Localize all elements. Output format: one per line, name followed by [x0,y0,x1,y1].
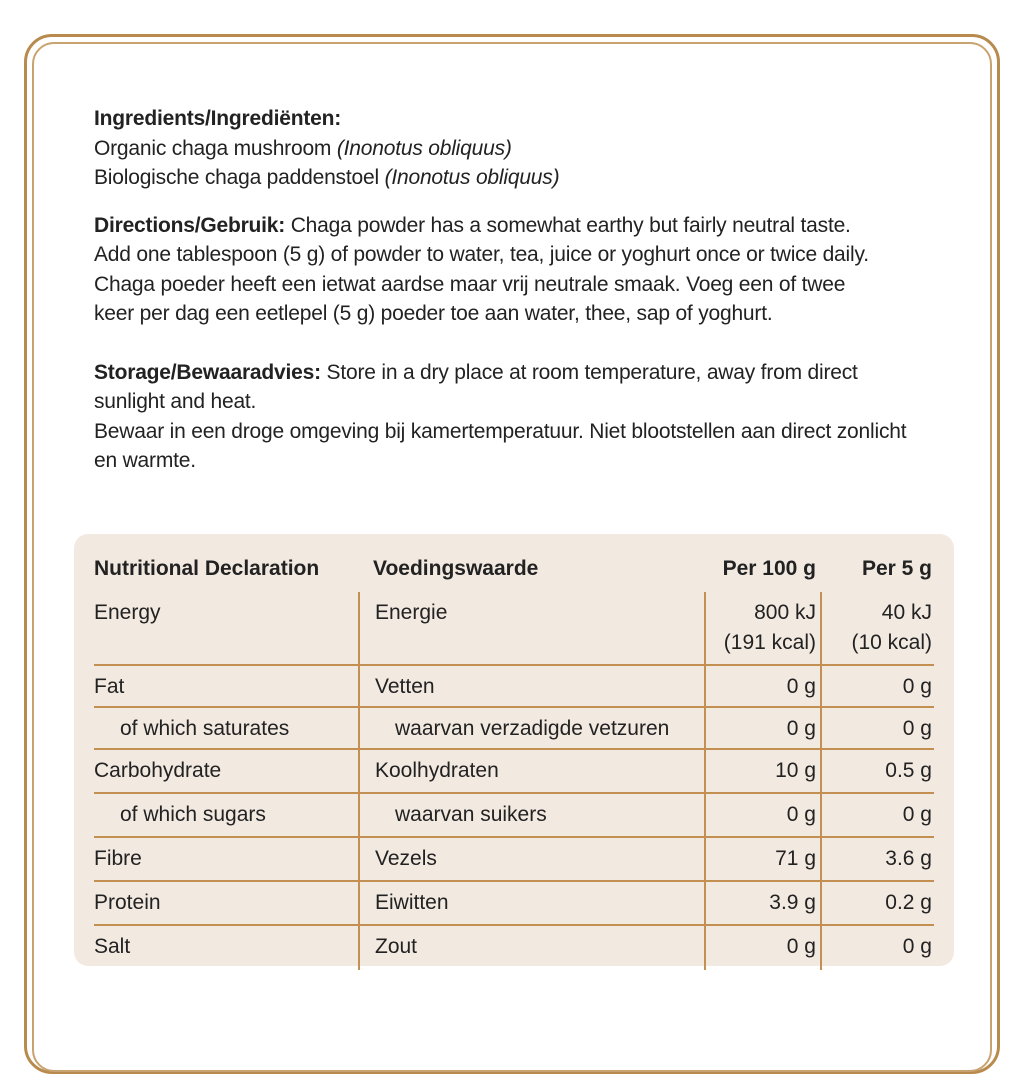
row-value-per5: 0.5 g [820,750,934,792]
nutrition-row-energy [94,592,934,664]
row-value-per100: 0 g [704,794,820,836]
directions-heading: Directions/Gebruik: [94,213,286,237]
row-label-en: Carbohydrate [94,759,222,782]
row-label-nl: waarvan verzadigde vetzuren [358,708,704,748]
row-value-per5: 0 g [820,794,934,836]
storage-line-1 [94,358,914,388]
nutrition-table [94,548,934,970]
row-value-per5: 0 g [820,708,934,748]
row-label-nl: Vezels [358,838,704,880]
row-label-en: Protein [94,891,161,914]
storage-line-3: Bewaar in een droge omgeving bij kamertemperatuur. Niet blootstellen aan direct zonlicht [94,419,907,443]
row-label-en: Energy [94,601,161,624]
energy-kcal-per100: (191 kcal) [723,631,816,654]
row-value-per100: 3.9 g [704,882,820,924]
ingredients-en [94,134,914,164]
row-label-nl: Energie [358,592,704,664]
energy-kj-per100: 800 kJ [754,601,816,624]
row-label-en: of which sugars [120,803,266,826]
directions-text-1: Chaga powder has a somewhat earthy but fairly neutral taste. [285,213,851,237]
storage-line-4: en warmte. [94,449,196,472]
row-value-per5: 0 g [820,666,934,706]
row-label-en: Fibre [94,847,142,870]
row-value-per100: 0 g [704,666,820,706]
ingredients-nl [94,163,914,193]
label-text [94,104,914,476]
row-value-per5: 3.6 g [820,838,934,880]
row-label-en: of which saturates [120,717,290,740]
ingredients-nl-latin: (Inonotus obliquus) [384,166,560,189]
storage-text-1: Store in a dry place at room temperature, away from direct [320,360,858,384]
directions-line-3: Chaga poeder heeft een ietwat aardse maar vrij neutrale smaak. Voeg een of twee [94,272,846,296]
energy-kj-per5: 40 kJ [881,601,932,624]
directions-line-1 [94,211,914,241]
row-value-per100: 0 g [704,926,820,970]
nutrition-row-carbohydrate [94,748,934,792]
storage-heading: Storage/Bewaaradvies: [94,360,321,384]
nutrition-row-fibre [94,836,934,880]
directions-line-4: keer per dag een eetlepel (5 g) poeder toe aan water, thee, sap of yoghurt. [94,302,773,325]
row-label-nl: Zout [358,926,704,970]
nutrition-row-saturates [94,706,934,748]
energy-kcal-per5: (10 kcal) [851,631,932,654]
ingredients-en-text: Organic chaga mushroom [94,136,337,160]
header-per-5g: Per 5 g [861,557,932,580]
row-label-nl: Eiwitten [358,882,704,924]
row-value-per100: 71 g [704,838,820,880]
row-value-per100: 0 g [704,708,820,748]
row-value-per5: 0.2 g [820,882,934,924]
nutrition-row-protein [94,880,934,924]
row-label-nl: waarvan suikers [358,794,704,836]
row-value-per100 [704,592,820,664]
directions-line-2: Add one tablespoon (5 g) of powder to water, tea, juice or yoghurt once or twice daily. [94,243,869,266]
row-label-nl: Koolhydraten [358,750,704,792]
row-value-per100: 10 g [704,750,820,792]
storage-line-2: sunlight and heat. [94,390,257,413]
header-voedingswaarde: Voedingswaarde [373,557,539,580]
nutrition-row-fat [94,664,934,706]
ingredients-nl-text: Biologische chaga paddenstoel [94,166,385,189]
row-label-en: Salt [94,935,131,958]
nutrition-row-sugars [94,792,934,836]
nutrition-header-row [94,548,934,592]
nutrition-row-salt [94,924,934,970]
header-per-100g: Per 100 g [722,557,816,580]
ingredients-en-latin: (Inonotus obliquus) [336,136,512,160]
header-nutritional-declaration: Nutritional Declaration [94,557,320,580]
row-value-per5 [820,592,934,664]
ingredients-heading: Ingredients/Ingrediënten: [94,107,342,130]
row-value-per5: 0 g [820,926,934,970]
row-label-nl: Vetten [358,666,704,706]
row-label-en: Fat [94,675,125,698]
